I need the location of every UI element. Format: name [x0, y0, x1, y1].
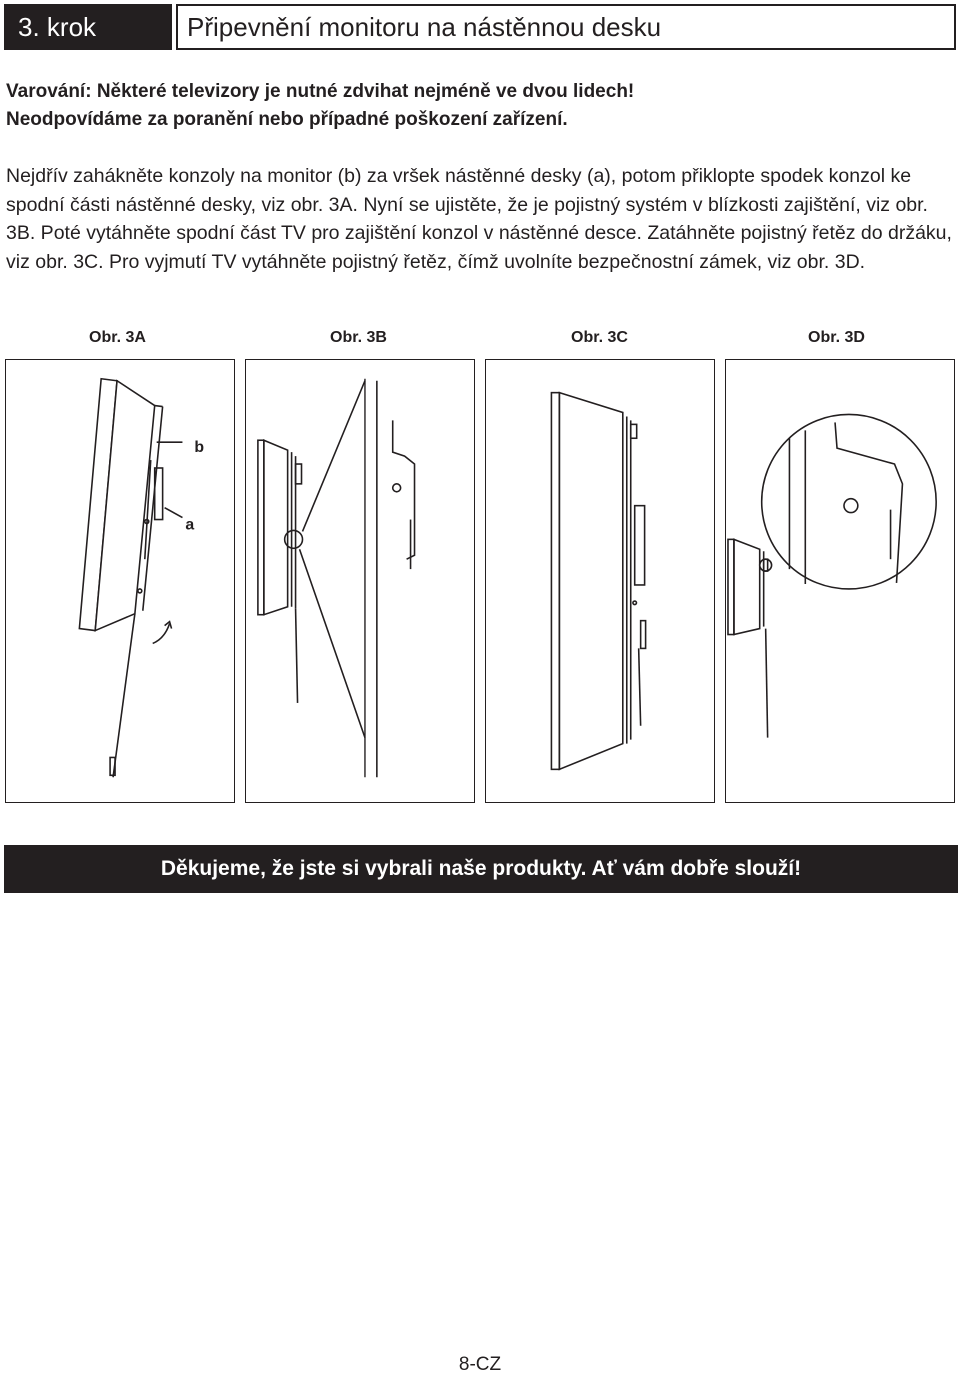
- figure-3d: [725, 359, 955, 803]
- warning-line-1: Varování: Některé televizory je nutné zdvihat nejméně ve dvou lidech!: [6, 81, 635, 102]
- instructions-paragraph: Nejdřív zahákněte konzoly na monitor (b) za vršek nástěnné desky (a), potom přiklopte spodek konzol ke spodní části nástěnné desky, viz obr. 3A. Nyní se ujistěte, že je pojistný systém v blízkosti zajištění, viz obr. 3B. Poté vytáhněte spodní část TV pro zajištění konzol v nástěnné desce. Zatáhněte pojistný řetěz do držáku, viz obr. 3C. Pro vyjmutí TV vytáhněte pojistný řetěz, čímž uvolníte bezpečnostní zámek, viz obr. 3D.: [6, 165, 952, 273]
- warning-line-2: Neodpovídáme za poranění nebo případné poškození zařízení.: [6, 109, 568, 130]
- warning-text: [6, 78, 946, 134]
- figure-3b-label: Obr. 3B: [330, 329, 387, 346]
- figure-3a-illustration: [6, 360, 234, 802]
- figure-3c-label: Obr. 3C: [571, 329, 628, 346]
- figure-3c: [485, 359, 715, 803]
- page-number: 8-CZ: [458, 1354, 502, 1375]
- figure-3a-label: Obr. 3A: [89, 329, 146, 346]
- figure-3d-illustration: [726, 360, 954, 802]
- step-header: [4, 4, 956, 50]
- figure-3b-illustration: [246, 360, 474, 802]
- step-label: 3. krok: [4, 4, 172, 50]
- callout-a: a: [185, 516, 195, 534]
- callout-b: b: [194, 439, 205, 457]
- step-title: Připevnění monitoru na nástěnnou desku: [176, 4, 956, 50]
- figure-3c-illustration: [486, 360, 714, 802]
- thank-you-banner: Děkujeme, že jste si vybrali naše produkty. Ať vám dobře slouží!: [4, 845, 958, 893]
- figure-3a: [5, 359, 235, 803]
- figure-3d-label: Obr. 3D: [808, 329, 865, 346]
- figure-3b: [245, 359, 475, 803]
